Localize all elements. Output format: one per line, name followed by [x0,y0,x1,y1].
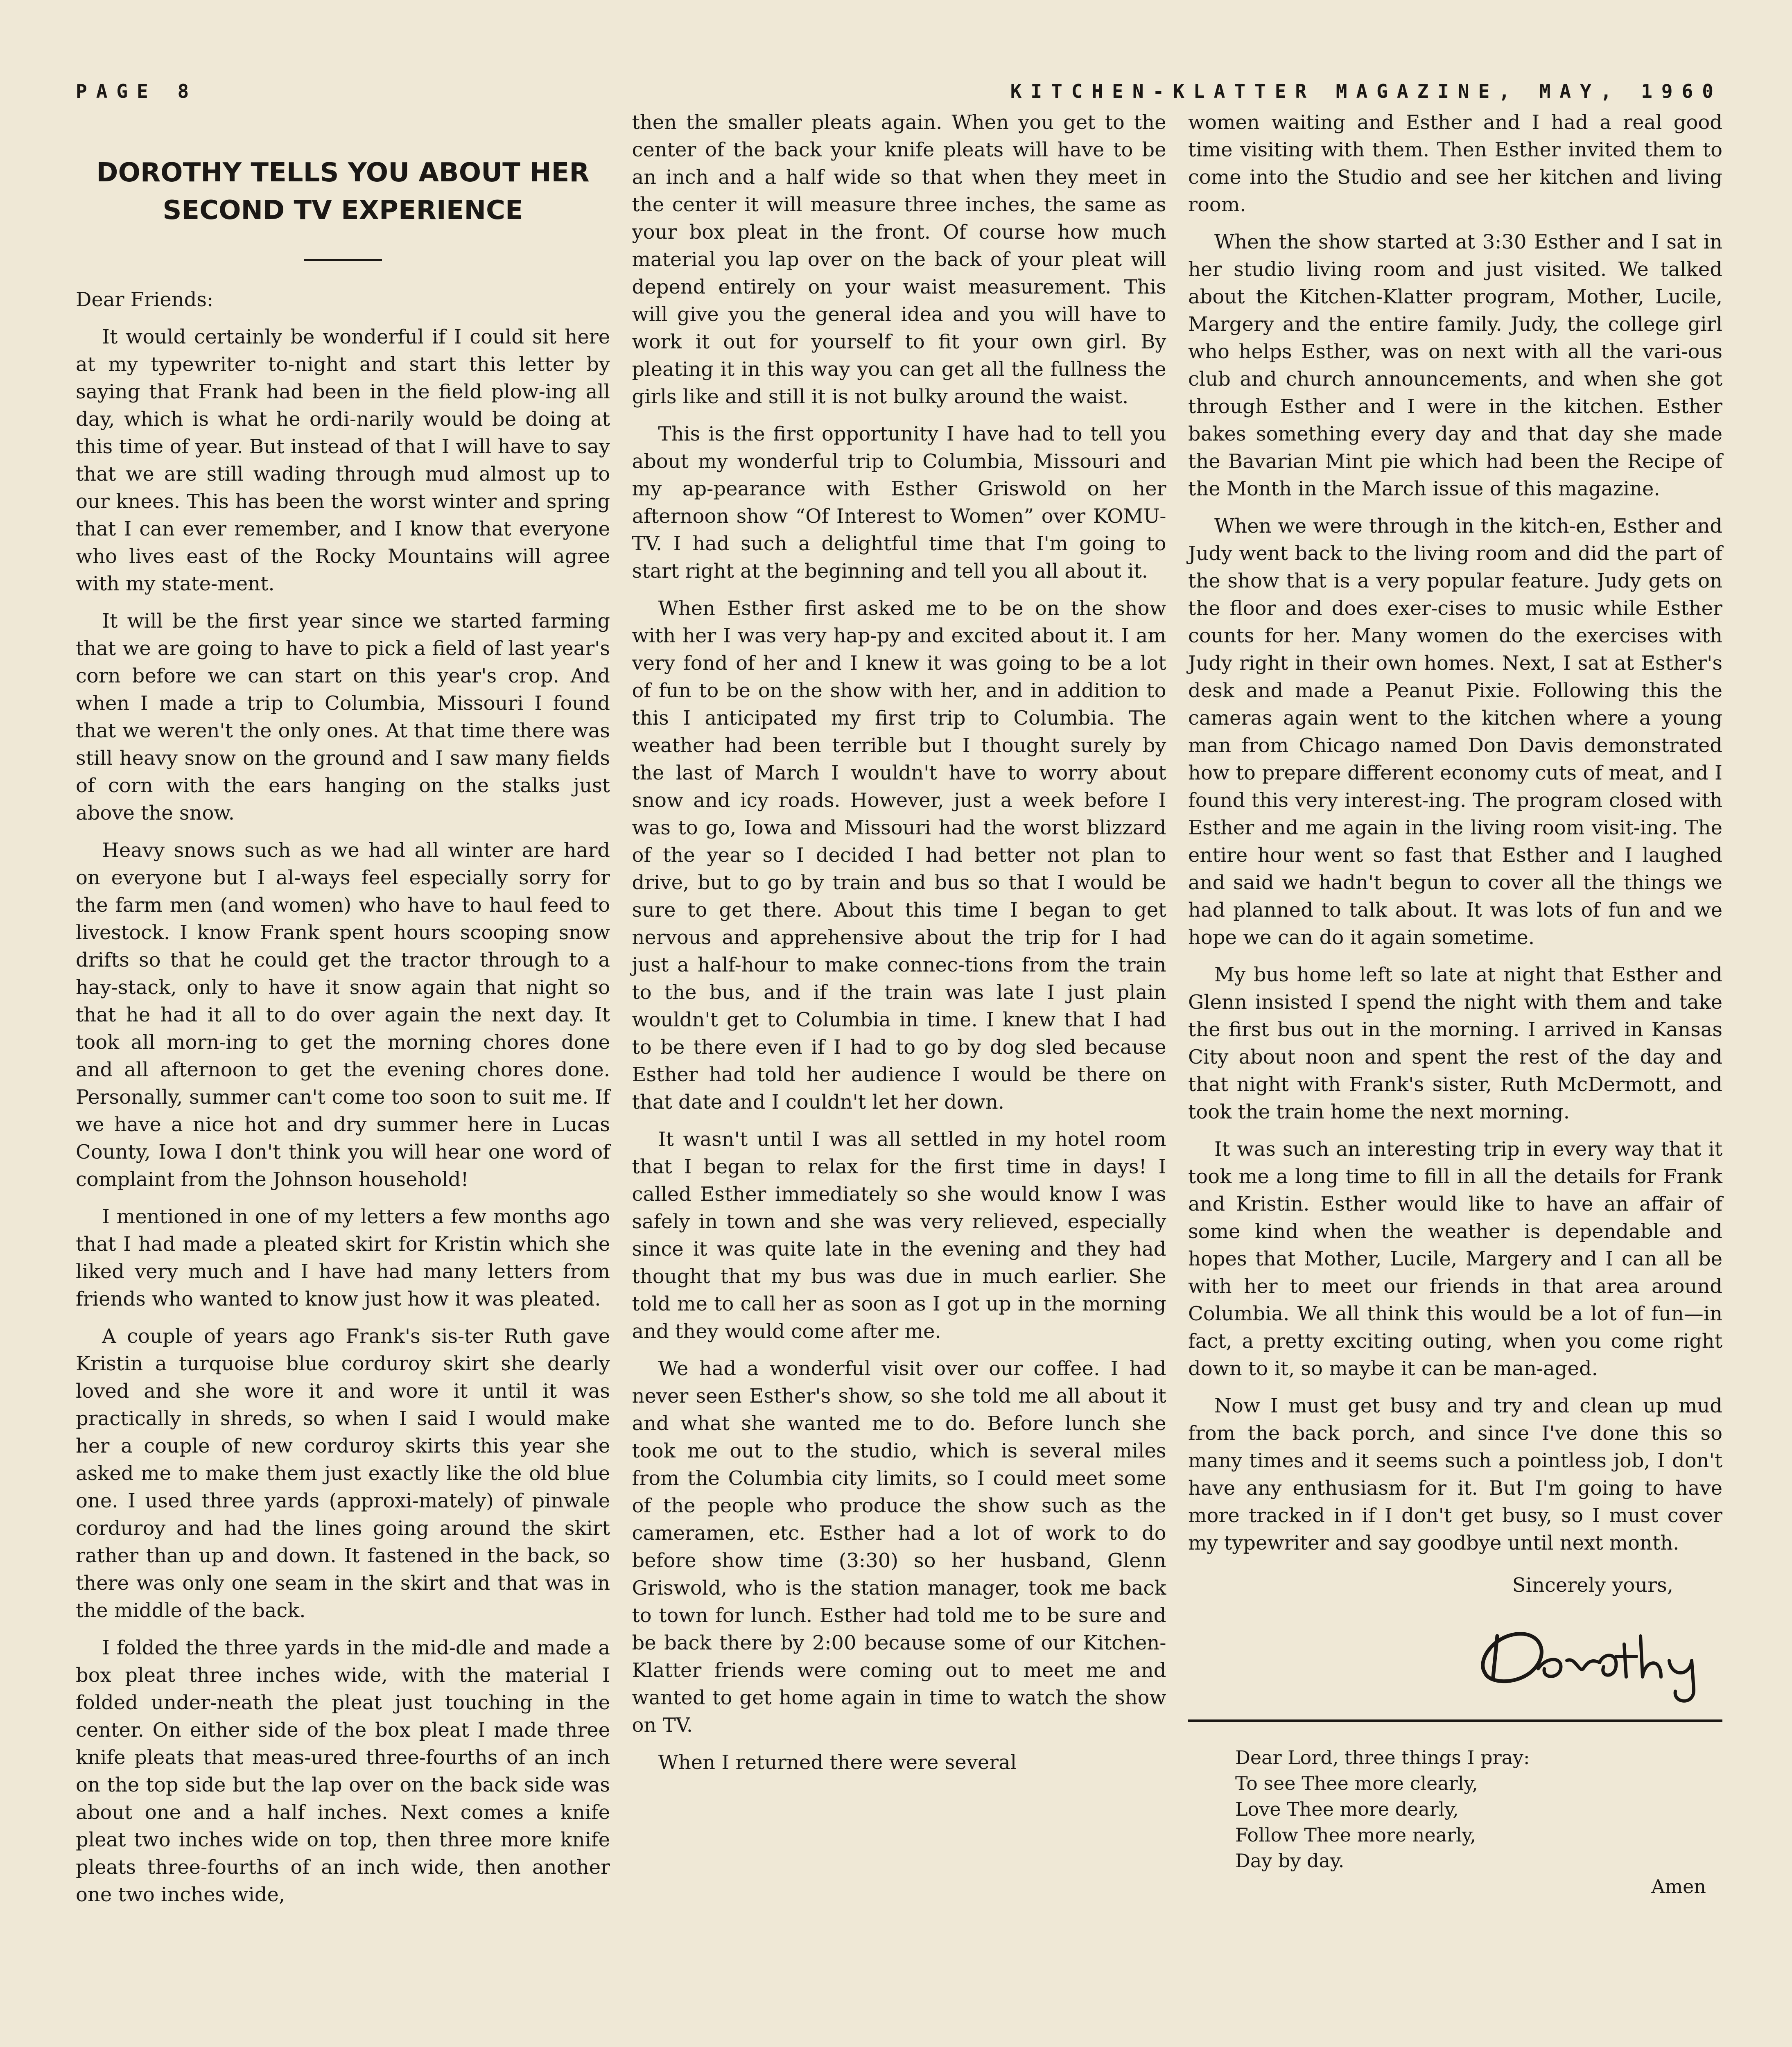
page-number: PAGE 8 [76,80,198,102]
paragraph: When the show started at 3:30 Esther and I sat in her studio living room and just visited. We talked about the Kitchen-Klatter program, Mother, Lucile, Margery and the entire family. Judy, the college girl who helps Esther, was on next with all the vari-ous club and church announcements, and when she got through Esther and I were in the kitchen. Esther bakes something every day and that day she made the Bavarian Mint pie which had been the Recipe of the Month in the March issue of this magazine. [1188,230,1722,500]
paragraph: It was such an interesting trip in every way that it took me a long time to fill in all the details for Frank and Kristin. Esther would like to have an affair of some kind when the weather is dependable and hopes that Mother, Lucile, Margery and I can all be with her to meet our friends in that area around Columbia. We all think this would be a lot of fun—in fact, a pretty exciting outing, when you come right down to it, so maybe it can be man-aged. [1188,1138,1722,1380]
paragraph: When we were through in the kitch-en, Esther and Judy went back to the living room and did the part of the show that is a very popular feature. Judy gets on the floor and does exer-cises to music while Esther counts for her. Many women do the exercises with Judy right in their own homes. Next, I sat at Esther's desk and made a Peanut Pixie. Following this the cameras again went to the kitchen where a young man from Chicago named Don Davis demonstrated how to prepare different economy cuts of meat, and I found this very interest-ing. The program closed with Esther and me again in the living room visit-ing. The entire hour went so fast that Esther and I laughed and said we hadn't begun to cover all the things we had planned to talk about. It was lots of fun and we hope we can do it again sometime. [1188,515,1722,949]
article-columns [76,109,1722,1918]
paragraph: women waiting and Esther and I had a real good time visiting with them. Then Esther invited them to come into the Studio and see her kitchen and living room. [1188,111,1722,216]
paragraph: It wasn't until I was all settled in my hotel room that I began to relax for the first time in days! I called Esther immediately so she would know I was safely in town and she was very relieved, especially since it was quite late in the evening and they had thought that my bus was due in much earlier. She told me to call her as soon as I got up in the morning and they would come after me. [632,1128,1166,1343]
paragraph: Now I must get busy and try and clean up mud from the back porch, and since I've done this so many times and it seems such a pointless job, I don't have any enthusiasm for it. But I'm going to have more tracked in if I don't get busy, so I must cover my typewriter and say goodbye until next month. [1188,1394,1722,1554]
title-line-1: DOROTHY TELLS YOU ABOUT HER [96,158,590,188]
paragraph: Heavy snows such as we had all winter are hard on everyone but I al-ways feel especially sorry for the farm men (and women) who have to haul feed to livestock. I know Frank spent hours scooping snow drifts so that he could get the tractor through to a hay-stack, only to have it snow again that night so that he had it all to do over again the next day. It took all morn-ing to get the morning chores done and all afternoon to get the evening chores done. Personally, summer can't come too soon to suit me. If we have a nice hot and dry summer here in Lucas County, Iowa I don't think you will hear one word of complaint from the Johnson household! [76,839,610,1191]
poem-line: Dear Lord, three things I pray: [1235,1747,1530,1769]
salutation: Dear Friends: [76,288,214,311]
paragraph: A couple of years ago Frank's sis-ter Ruth gave Kristin a turquoise blue corduroy skirt she dearly loved and she wore it and wore it until it was practically in shreds, so when I said I would make her a couple of new corduroy skirts this year she asked me to make them just exactly like the old blue one. I used three yards (approxi-mately) of pinwale corduroy and had the lines going around the skirt rather than up and down. It fastened in the back, so there was only one seam in the skirt and that was in the middle of the back. [76,1325,610,1622]
paragraph: It will be the first year since we started farming that we are going to have to pick a field of last year's corn before we can start on this year's crop. And when I made a trip to Columbia, Missouri I found that we weren't the only ones. At that time there was still heavy snow on the ground and I saw many fields of corn with the ears hanging on the stalks just above the snow. [76,610,610,825]
handwritten-signature [1469,1611,1722,1706]
poem-line: To see Thee more clearly, [1235,1772,1478,1794]
poem-amen: Amen [1651,1875,1706,1898]
article-title [76,154,610,229]
paragraph: I folded the three yards in the mid-dle and made a box pleat three inches wide, with the material I folded under-neath the pleat just touching in the center. On either side of the box pleat I made three knife pleats that meas-ured three-fourths of an inch on the top side but the lap over on the back side was about one and a half inches. Next comes a knife pleat two inches wide on top, then three more knife pleats three-fourths of an inch wide, then another one two inches wide, [76,1636,610,1906]
paragraph: then the smaller pleats again. When you get to the center of the back your knife pleats will have to be an inch and a half wide so that when they meet in the center it will measure three inches, the same as your box pleat in the front. Of course how much material you lap over on the back of your pleat will depend entirely on your waist measurement. This will give you the general idea and you will have to work it out for yourself to fit your own girl. By pleating it in this way you can get all the fullness the girls like and still it is not bulky around the waist. [632,111,1166,408]
paragraph: My bus home left so late at night that Esther and Glenn insisted I spend the night with them and take the first bus out in the morning. I arrived in Kansas City about noon and spent the rest of the day and that night with Frank's sister, Ruth McDermott, and took the train home the next morning. [1188,963,1722,1123]
paragraph: When I returned there were several [658,1751,1017,1774]
column-1 [76,109,610,1918]
prayer-poem [1188,1745,1722,1900]
running-head [76,82,1722,109]
paragraph: This is the first opportunity I have had to tell you about my wonderful trip to Columbia, Missouri and my ap-pearance with Esther Griswold on her afternoon show “Of Interest to Women” over KOMU-TV. I had such a delightful time that I'm going to start right at the beginning and tell you all about it. [632,423,1166,583]
poem-line: Love Thee more dearly, [1235,1798,1459,1820]
title-divider [304,259,382,261]
masthead: KITCHEN-KLATTER MAGAZINE, MAY, 1960 [1010,80,1722,102]
poem-divider [1188,1719,1722,1722]
paragraph: When Esther first asked me to be on the show with her I was very hap-py and excited about it. I am very fond of her and I knew it was going to be a lot of fun to be on the show with her, and in addition to this I anticipated my first trip to Columbia. The weather had been terrible but I thought surely by the last of March I wouldn't have to worry about snow and icy roads. However, just a week before I was to go, Iowa and Missouri had the worst blizzard of the year so I decided I had better not plan to drive, but to go by train and bus so that I would be sure to get there. About this time I began to get nervous and apprehensive about the trip for I had just a half-hour to make connec-tions from the train to the bus, and if the train was late I just plain wouldn't get to Columbia in time. I knew that I had to be there even if I had to go by dog sled because Esther had told her audience I would be there on that date and I couldn't let her down. [632,597,1166,1114]
poem-line: Day by day. [1235,1850,1345,1872]
title-line-2: SECOND TV EXPERIENCE [163,195,523,226]
paragraph: I mentioned in one of my letters a few months ago that I had made a pleated skirt for Kristin which she liked very much and I have had many letters from friends who wanted to know just how it was pleated. [76,1205,610,1310]
column-3 [1188,109,1722,1918]
closing: Sincerely yours, [1512,1574,1673,1597]
paragraph: It would certainly be wonderful if I could sit here at my typewriter to-night and start this letter by saying that Frank had been in the field plow-ing all day, which is what he ordi-narily would be doing at this time of year. But instead of that I will have to say that we are still wading through mud almost up to our knees. This has been the worst winter and spring that I can ever remember, and I know that everyone who lives east of the Rocky Mountains will agree with my state-ment. [76,325,610,595]
poem-line: Follow Thee more nearly, [1235,1824,1476,1846]
signature-block [1188,1572,1722,1706]
column-2 [632,109,1166,1918]
paragraph: We had a wonderful visit over our coffee. I had never seen Esther's show, so she told me all about it and what she wanted me to do. Before lunch she took me out to the studio, which is several miles from the Columbia city limits, so I could meet some of the people who produce the show such as the cameramen, etc. Esther had a lot of work to do before show time (3:30) so her husband, Glenn Griswold, who is the station manager, took me back to town for lunch. Esther had told me to be sure and be back there by 2:00 because some of our Kitchen-Klatter friends were coming out to meet me and wanted to get home again in time to watch the show on TV. [632,1357,1166,1737]
